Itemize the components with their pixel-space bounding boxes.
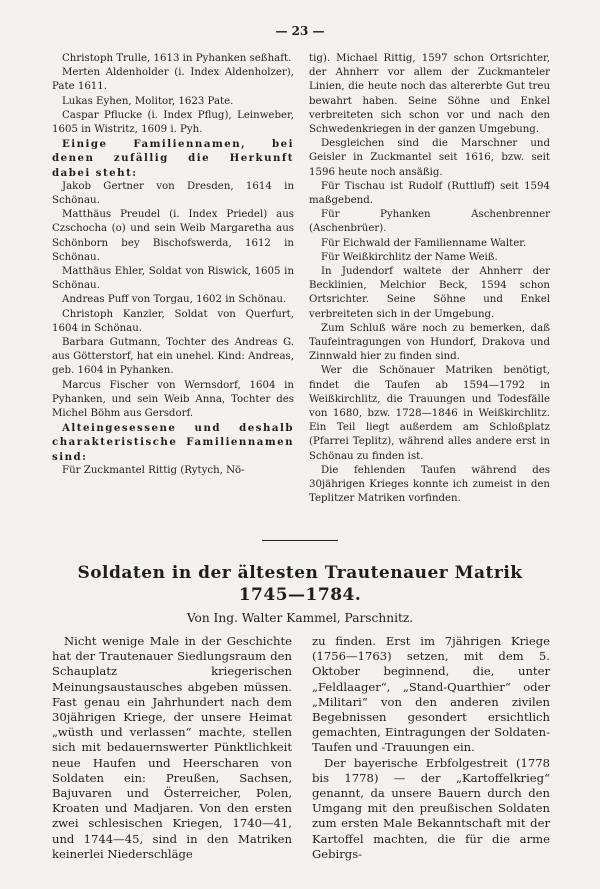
list-item: Merten Aldenholder (i. Index Aldenholzer), Pate 1611. <box>52 67 294 93</box>
page-number: — 23 — <box>275 24 325 38</box>
list-item: Jakob Gertner von Dresden, 1614 in Schönau. <box>52 180 294 207</box>
list-item: Matthäus Ehler, Soldat von Riswick, 1605 in Schönau. <box>52 266 294 292</box>
paragraph: Zum Schluß wäre noch zu bemerken, daß Taufeintragungen von Hundorf, Drakova und Zinnwald hier zu finden sind. <box>309 322 550 363</box>
list-item: Christoph Kanzler, Soldat von Querfurt, 1604 in Schönau. <box>52 308 294 334</box>
paragraph: Wer die Schönauer Matriken benötigt, findet die Taufen ab 1594—1792 in Weißkirchlitz, die Trauungen und Todesfälle von 1680, bzw. 1728—1846 in Weißkirchlitz. Ein Teil liegt außerdem am Schloßplatz (Pfarrei Teplitz), während alles andere erst in Schönau zu finden ist. <box>309 365 550 462</box>
paragraph: zu finden. Erst im 7jährigen Kriege (1756—1763) setzen, mit dem 5. Oktober beginnend, die, unter „Feldlaager“, „Stand-Quarthier“ oder „Militari“ von den anderen zivilen Begebnissen gesondert ersichtlich gemachten, Eintragungen der Soldaten-Taufen und -Trauungen ein. <box>312 634 550 755</box>
list-item: Matthäus Preudel (i. Index Priedel) aus Czschocha (o) und sein Weib Margaretha aus Schönborn bey Bischofswerda, 1612 in Schönau. <box>52 209 294 263</box>
section-divider <box>262 540 338 541</box>
article-right-column <box>312 634 550 862</box>
paragraph: In Judendorf waltete der Ahnherr der Becklinien, Melchior Beck, 1594 schon Ortsrichter. Seine Söhne und Enkel verbreiteten sich in der Umgebung. <box>309 266 550 320</box>
paragraph: Nicht wenige Male in der Geschichte hat der Trautenauer Siedlungsraum den Schauplatz kriegerischen Meinungsaustausches abgeben müssen. Fast genau ein Jahrhundert nach dem 30jährigen Kriege, der unsere Heimat „wüsth und verlassen“ machte, stellen sich mit bedauernswerter Pünktlichkeit neue Haufen und Heerscharen von Soldaten ein: Preußen, Sachsen, Bajuvaren und Österreicher, Polen, Kroaten und Madjaren. Von den ersten zwei schlesischen Kriegen, 1740—41, und 1744—45, sind in den Matriken keinerlei Niederschläge <box>52 634 292 861</box>
section-heading: Alteingesessene und deshalb charakteristische Familiennamen sind: <box>52 422 294 463</box>
list-item: Christoph Trulle, 1613 in Pyhanken seßhaft. <box>62 53 292 64</box>
list-item: Lukas Eyhen, Molitor, 1623 Pate. <box>62 95 234 107</box>
article-title-year: 1745—1784. <box>238 585 362 605</box>
article-title <box>40 562 560 606</box>
right-column <box>309 52 550 507</box>
article-author: Von Ing. Walter Kammel, Parschnitz. <box>186 611 414 625</box>
list-item: Marcus Fischer von Wernsdorf, 1604 in Pyhanken, und sein Weib Anna, Tochter des Michel Böhm aus Gersdorf. <box>52 379 294 420</box>
list-item: Caspar Pflucke (i. Index Pflug), Leinweber, 1605 in Wistritz, 1609 i. Pyh. <box>52 109 294 136</box>
paragraph: tig). Michael Rittig, 1597 schon Ortsrichter, der Ahnherr vor allem der Zuckmanteler Linien, die heute noch das altererbte Gut treu bewahrt haben. Seine Söhne und Enkel verbreiteten sich schon vor und nach den Schwedenkriegen in der ganzen Umgebung. <box>309 53 550 136</box>
article-title-line: Soldaten in der ältesten Trautenauer Matrik <box>77 563 523 583</box>
paragraph: Für Tischau ist Rudolf (Ruttluff) seit 1594 maßgebend. <box>309 180 550 207</box>
list-item: Barbara Gutmann, Tochter des Andreas G. aus Götterstorf, hat ein unehel. Kind: Andreas, geb. 1604 in Pyhanken. <box>52 337 294 377</box>
article-left-column <box>52 634 292 862</box>
paragraph: Für Pyhanken Aschenbrenner (Aschenbrüer). <box>309 209 550 235</box>
paragraph: Für Weißkirchlitz der Name Weiß. <box>321 251 498 263</box>
section-heading: Einige Familiennamen, bei denen zufällig die Herkunft dabei steht: <box>52 138 294 179</box>
paragraph: Die fehlenden Taufen während des 30jährigen Krieges konnte ich zumeist in den Teplitzer Matriken vorfinden. <box>309 464 550 505</box>
list-item: Für Zuckmantel Rittig (Rytych, Nö- <box>62 464 245 476</box>
list-item: Andreas Puff von Torgau, 1602 in Schönau. <box>62 294 287 306</box>
paragraph: Desgleichen sind die Marschner und Geisler in Zuckmantel seit 1616, bzw. seit 1596 heute noch ansäßig. <box>309 138 550 178</box>
paragraph: Der bayerische Erbfolgestreit (1778 bis 1778) — der „Kartoffelkrieg“ genannt, da unsere Bauern durch den Umgang mit den preußischen Soldaten zum ersten Male Bekanntschaft mit der Kartoffel machten, die für die arme Gebirgs- <box>312 755 550 861</box>
paragraph: Für Eichwald der Familienname Walter. <box>321 237 527 249</box>
left-column <box>52 52 294 478</box>
